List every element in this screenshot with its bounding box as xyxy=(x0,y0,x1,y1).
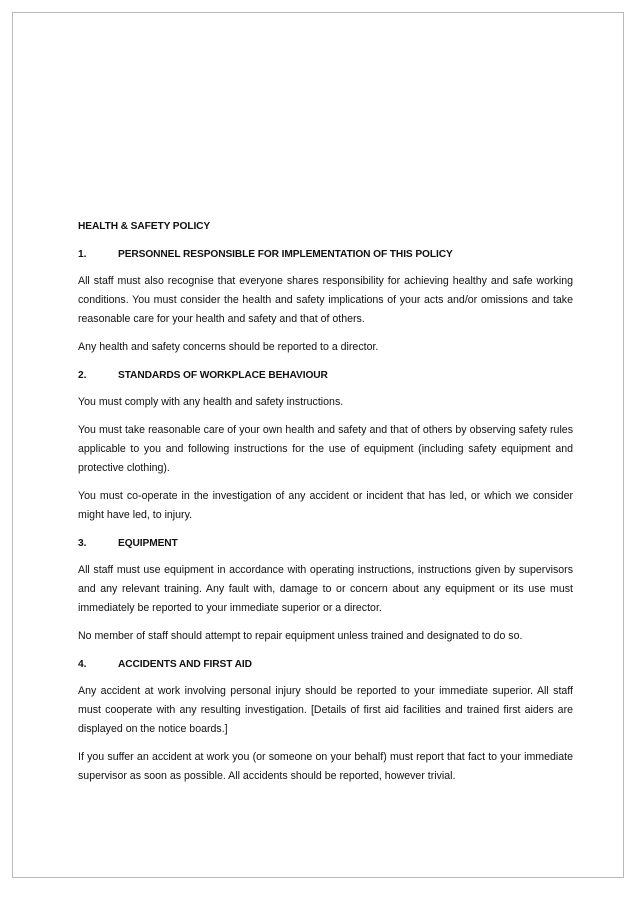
section-title: STANDARDS OF WORKPLACE BEHAVIOUR xyxy=(118,370,328,381)
paragraph: You must take reasonable care of your own health and safety and that of others by observing safety rules applicable to you and following instructions for the use of equipment (including safety equipment and protective clothing). xyxy=(78,424,573,474)
paragraph: You must co-operate in the investigation of any accident or incident that has led, or which we consider might have led, to injury. xyxy=(78,490,573,521)
paragraph: No member of staff should attempt to repair equipment unless trained and designated to do so. xyxy=(78,630,523,642)
paragraph: You must comply with any health and safety instructions. xyxy=(78,396,344,408)
section-number: 1. xyxy=(78,249,87,260)
section-title: PERSONNEL RESPONSIBLE FOR IMPLEMENTATION OF THIS POLICY xyxy=(118,249,453,260)
document-page xyxy=(12,12,624,878)
section-number: 2. xyxy=(78,370,87,381)
paragraph: Any accident at work involving personal injury should be reported to your immediate superior. All staff must cooperate with any resulting investigation. [Details of first aid facilities and trained first aiders are displayed on the notice boards.] xyxy=(78,685,573,735)
document-body xyxy=(78,217,573,795)
document-title: HEALTH & SAFETY POLICY xyxy=(78,221,211,232)
section-heading-3 xyxy=(78,534,573,553)
section-title: ACCIDENTS AND FIRST AID xyxy=(118,659,252,670)
paragraph: Any health and safety concerns should be reported to a director. xyxy=(78,341,379,353)
paragraph: All staff must also recognise that everyone shares responsibility for achieving healthy and safe working conditions. You must consider the health and safety implications of your acts and/or omissions and take reasonable care for your health and safety and that of others. xyxy=(78,275,573,325)
section-number: 4. xyxy=(78,659,87,670)
section-title: EQUIPMENT xyxy=(118,538,178,549)
section-heading-1 xyxy=(78,245,573,264)
section-number: 3. xyxy=(78,538,87,549)
section-heading-2 xyxy=(78,366,573,385)
section-heading-4 xyxy=(78,655,573,674)
paragraph: If you suffer an accident at work you (or someone on your behalf) must report that fact to your immediate supervisor as soon as possible. All accidents should be reported, however trivial. xyxy=(78,751,573,782)
paragraph: All staff must use equipment in accordance with operating instructions, instructions given by supervisors and any relevant training. Any fault with, damage to or concern about any equipment or its use must immediately be reported to your immediate superior or a director. xyxy=(78,564,573,614)
